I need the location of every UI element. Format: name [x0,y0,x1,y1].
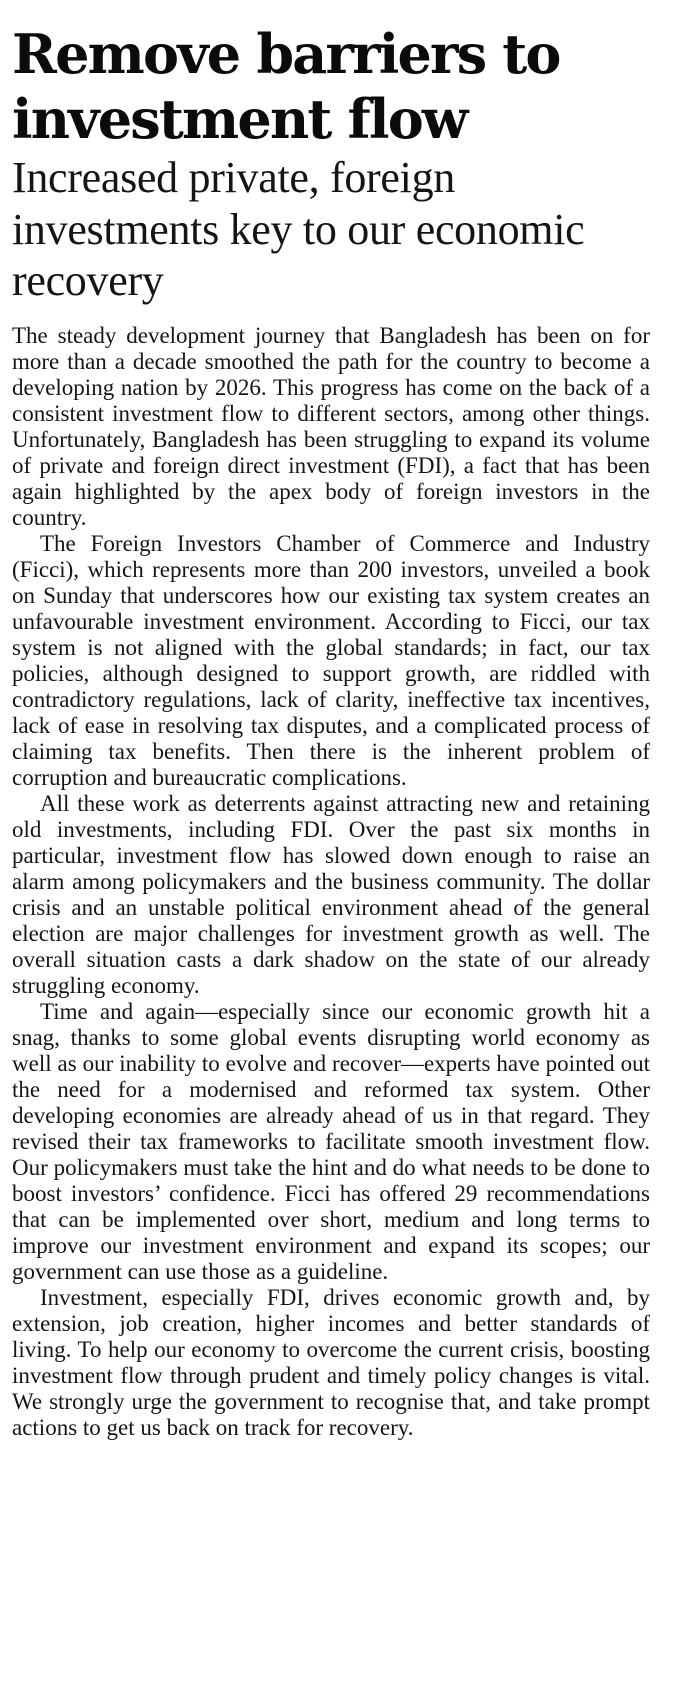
paragraph-4: Time and again—especially since our economic growth hit a snag, thanks to some global events disrupting world economy as well as our inability to evolve and recover—experts have pointed out the need for a modernised and reformed tax system. Other developing economies are already ahead of us in that regard. They revised their tax frameworks to facilitate smooth investment flow. Our policymakers must take the hint and do what needs to be done to boost investors’ confidence. Ficci has offered 29 recommendations that can be implemented over short, medium and long terms to improve our investment environment and expand its scopes; our government can use those as a guideline. [12,999,650,1285]
subheadline: Increased private, foreign investments key to our economic recovery [12,152,585,306]
paragraph-2: The Foreign Investors Chamber of Commerce and Industry (Ficci), which represents more than 200 investors, unveiled a book on Sunday that underscores how our existing tax system creates an unfavourable investment environment. According to Ficci, our tax system is not aligned with the global standards; in fact, our tax policies, although designed to support growth, are riddled with contradictory regulations, lack of clarity, ineffective tax incentives, lack of ease in resolving tax disputes, and a complicated process of claiming tax benefits. Then there is the inherent problem of corruption and bureaucratic complications. [12,531,650,791]
paragraph-1: The steady development journey that Bangladesh has been on for more than a decade smoothed the path for the country to become a developing nation by 2026. This progress has come on the back of a consistent investment flow to different sectors, among other things. Unfortunately, Bangladesh has been struggling to expand its volume of private and foreign direct investment (FDI), a fact that has been again highlighted by the apex body of foreign investors in the country. [12,323,650,531]
paragraph-5: Investment, especially FDI, drives economic growth and, by extension, job creation, higher incomes and better standards of living. To help our economy to overcome the current crisis, boosting investment flow through prudent and timely policy changes is vital. We strongly urge the government to recognise that, and take prompt actions to get us back on track for recovery. [12,1285,650,1441]
article-body [12,323,650,1441]
paragraph-3: All these work as deterrents against attracting new and retaining old investments, including FDI. Over the past six months in particular, investment flow has slowed down enough to raise an alarm among policymakers and the business community. The dollar crisis and an unstable political environment ahead of the general election are major challenges for investment growth as well. The overall situation casts a dark shadow on the state of our already struggling economy. [12,791,650,999]
headline: Remove barriers to investment flow [12,22,560,151]
